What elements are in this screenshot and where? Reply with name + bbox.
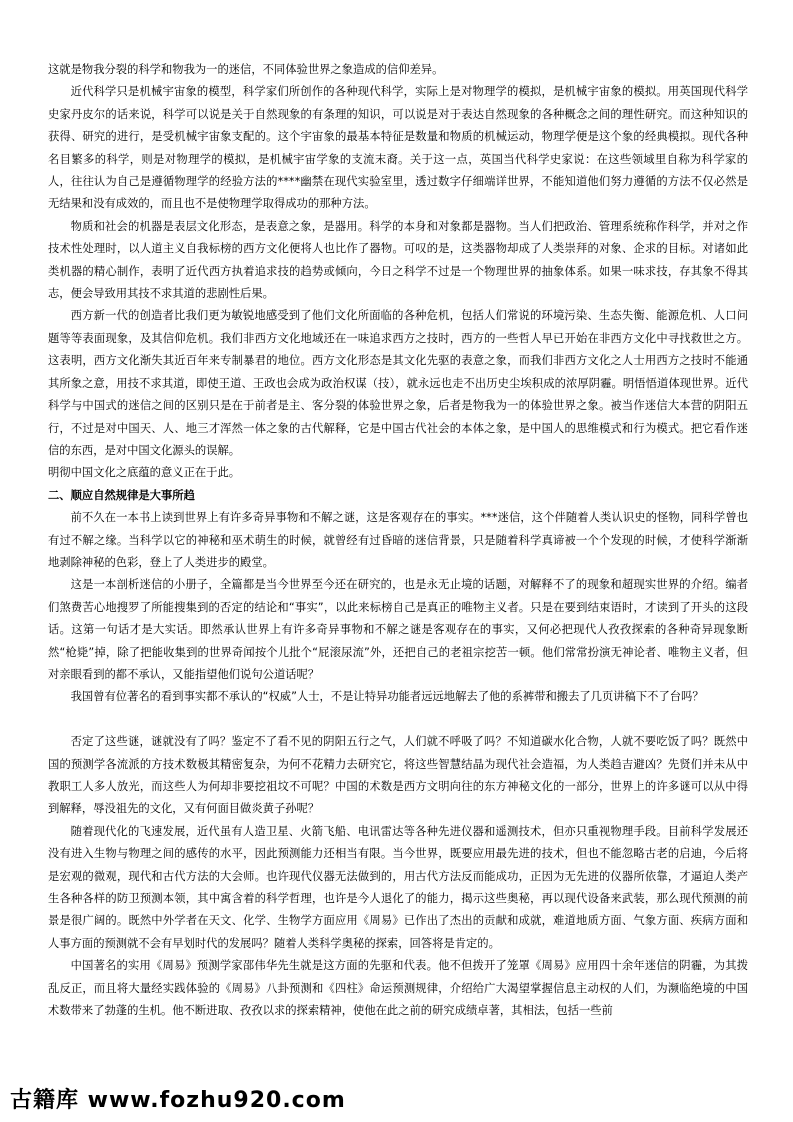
document-body bbox=[48, 59, 748, 1022]
paragraph-11: 随着现代化的飞速发展，近代虽有人造卫星、火箭飞船、电讯雷达等各种先进仪器和遥测技术，但亦只重视物理手段。目前科学发展还没有进入生物与物理之间的感传的水平，因此预测能力还相当有限。当今世界，既要应用最先进的技术，但也不能忽略古老的启迪，今后将是宏观的微观，现代和古代方法的大会师。也许现代仪器无法做到的，用古代方法反而能成功，正因为无先进的仪器所依靠，才逼迫人类产生各种各样的防卫预测本领，其中寓含着的科学哲理，也许是今人退化了的能力，揭示这些奥秘，再以现代设备来武装，那么现代预测的前景是很广阔的。既然中外学者在天文、化学、生物学方面应用《周易》已作出了杰出的贡献和成就，难道地质方面、气象方面、疾病方面和人事方面的预测就不会有早划时代的发展吗？随着人类科学奥秘的探索，回答将是肯定的。 bbox=[48, 824, 748, 950]
paragraph-3: 西方新一代的创造者比我们更为敏锐地感受到了他们文化所面临的各种危机，包括人们常说的环境污染、生态失衡、能源危机、人口问题等等表面现象，及其信仰危机。我们非西方文化地域还在一味追求西方之技时，西方的一些哲人早已开始在非西方文化中寻找救世之方。这表明，西方文化渐失其近百年来专制暴君的地位。西方文化形态是其文化先驱的表意之象，而我们非西方文化之人士用西方之技时不能通其所象之意，用技不求其道，即使王道、王政也会成为政治权谋（技），就永远也走不出历史尘埃积成的浓厚阴霾。明悟悟道体现世界。近代科学与中国式的迷信之间的区别只是在于前者是主、客分裂的体验世界之象，后者是物我为一的体验世界之象。被当作迷信大本营的阴阳五行，不过是对中国天、人、地三才浑然一体之象的古代解释，它是中国古代社会的本体之象，是中国人的思维模式和行为模式。把它看作迷信的东西，是对中国文化源头的误解。 bbox=[48, 309, 748, 457]
paragraph-2: 物质和社会的机器是表层文化形态，是表意之象，是器用。科学的本身和对象都是器物。当人们把政治、管理系统称作科学，并对之作技术性处理时，以人道主义自我标榜的西方文化便将人也比作了器物。可叹的是，这类器物却成了人类崇拜的对象、企求的目标。对诸如此类机器的精心制作，表明了近代西方执着追求技的趋势或倾向，今日之科学不过是一个物理世界的抽象体系。如果一味求技，存其象不得其志，便会导致用其技不求其道的悲剧性后果。 bbox=[48, 219, 748, 301]
paragraph-7: 这是一本剖析迷信的小册子，全篇都是当今世界至今还在研究的，也是永无止境的话题，对解释不了的现象和超现实世界的介绍。编者们煞费苦心地搜罗了所能搜集到的否定的结论和“事实”，以此来标榜自己是真正的唯物主义者。只是在要到结束语时，才读到了开头的这段话。这第一句话才是大实话。即然承认世界上有许多奇异事物和不解之谜是客观存在的事实，又何必把现代人孜孜探索的各种奇异现象断然“枪毙”掉，除了把能收集到的世界奇闻按个儿批个“屁滚尿流”外，还把自己的老祖宗挖苦一顿。他们常常扮演无神论者、唯物主义者，但对亲眼看到的都不承认，又能指望他们说句公道话呢？ bbox=[48, 578, 748, 681]
paragraph-0: 这就是物我分裂的科学和物我为一的迷信，不同体验世界之象造成的信仰差异。 bbox=[48, 63, 444, 76]
paragraph-6: 前不久在一本书上读到世界上有许多奇异事物和不解之谜，这是客观存在的事实。***迷信，这个伴随着人类认识史的怪物，同科学曾也有过不解之缘。当科学以它的神秘和巫术萌生的时候，就曾经有过昏暗的迷信背景，只是随着科学真谛被一个个发现的时候，才使科学渐渐地剥除神秘的色彩，登上了人类进步的殿堂。 bbox=[48, 511, 748, 569]
site-watermark: 古籍库 www.fozhu920.com bbox=[10, 1088, 346, 1113]
footer-watermark bbox=[0, 1083, 793, 1113]
paragraph-10: 否定了这些谜，谜就没有了吗？鉴定不了看不见的阴阳五行之气，人们就不呼吸了吗？不知道碳水化合物，人就不要吃饭了吗？既然中国的预测学各流派的方技术数极其精密复杂，为何不花精力去研究它，将这些智慧结晶为现代社会造福，为人类趋吉避凶？先贤们并未从中教职工人多人放光，而这些人为何却非要挖祖坟不可呢？中国的术数是西方文明向往的东方神秘文化的一部分，世界上的许多谜可以从中得到解释，辱没祖先的文化，又有何面目做炎黄子孙呢？ bbox=[48, 735, 748, 816]
paragraph-12: 中国著名的实用《周易》预测学家邵伟华先生就是这方面的先驱和代表。他不但拨开了笼罩《周易》应用四十余年迷信的阴霾，为其拨乱反正，而且将大量经实践体验的《周易》八卦预测和《四柱》命运预测规律，介绍给广大渴望掌握信息主动权的人们，为濒临绝境的中国术数带来了勃蓬的生机。他不断进取、孜孜以求的探索精神，使他在此之前的研究成绩卓著，其相法，包括一些前 bbox=[48, 959, 748, 1018]
section-heading: 二、顺应自然规律是大事所趋 bbox=[48, 488, 195, 502]
blank-line bbox=[48, 709, 748, 731]
paragraph-8: 我国曾有位著名的看到事实都不承认的“权威”人士，不是让特异功能者远远地解去了他的系裤带和搬去了几页讲稿下不了台吗？ bbox=[70, 690, 704, 704]
paragraph-4: 明彻中国文化之底蕴的意义正在于此。 bbox=[48, 466, 241, 480]
paragraph-1: 近代科学只是机械宇宙象的模型，科学家们所创作的各种现代科学，实际上是对物理学的模拟，是机械宇宙象的模拟。用英国现代科学史家丹皮尔的话来说，科学可以说是关于自然现象的有条理的知识，可以说是对于表达自然现象的各种概念之间的理性研究。而这种知识的获得、研究的进行，是受机械宇宙象支配的。这个宇宙象的最基本特征是数量和物质的机械运动，物理学便是这个象的经典模拟。现代各种名目繁多的科学，则是对物理学的模拟，是机械宇宙学象的支流末裔。关于这一点，英国当代科学史家说：在这些领域里自称为科学家的人，往往认为自己是遵循物理学的经验方法的****幽禁在现代实验室里，透过数字仔细端详世界，不能知道他们努力遵循的方法不仅必然是无结果和没有成效的，而且也不是使物理学取得成功的那种方法。 bbox=[48, 85, 748, 211]
